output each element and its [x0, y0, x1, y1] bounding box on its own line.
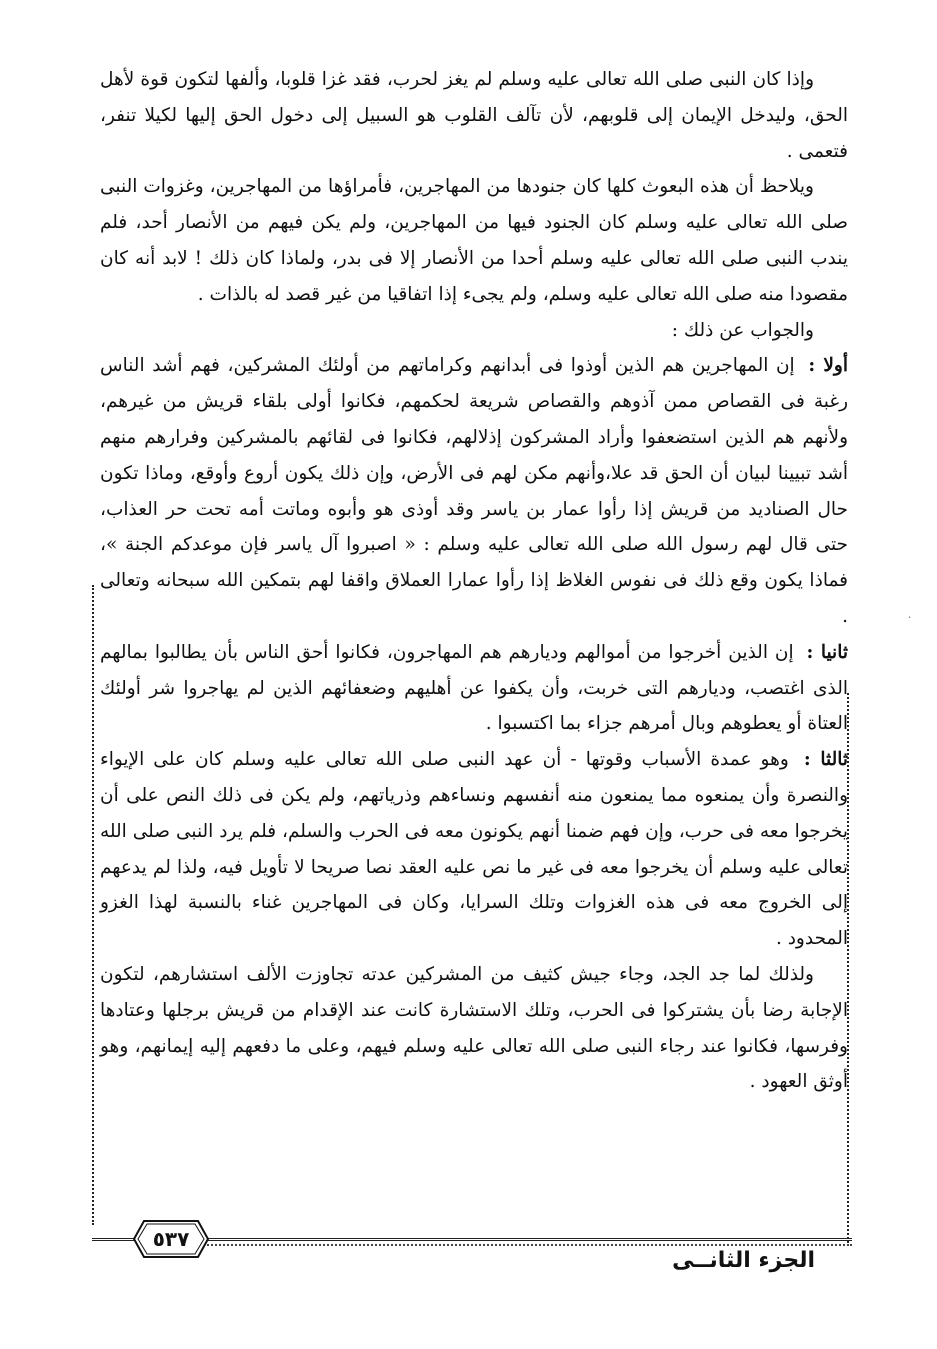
decorative-border-left [92, 585, 100, 1225]
second-reason-text: إن الذين أخرجوا من أموالهم وديارهم هم المهاجرون، فكانوا أحق الناس بأن يطالبوا بمالهم الذى اغتصب، وديارهم التى خربت، وأن يكفوا عن أهليهم وضعفائهم الذين لم يهاجروا شر أولئك العتاة أو يعطوهم وبال أمرهم جزاء بما اكتسبوا . [100, 641, 848, 735]
paragraph-3-text: والجواب عن ذلك : [671, 319, 814, 341]
paragraph-1 [100, 62, 848, 169]
second-reason-heading: ثانيا : [806, 641, 848, 663]
decorative-border-right [847, 693, 857, 1243]
decorative-border-bottom-dots [200, 1244, 852, 1246]
paragraph-3 [100, 313, 848, 349]
margin-mark: ٠ [907, 612, 913, 623]
page-number: ٥٣٧ [152, 1227, 190, 1251]
paragraph-2-text: ويلاحظ أن هذه البعوث كلها كان جنودها من المهاجرين، فأمراؤها من المهاجرين، وغزوات النبى صلى الله تعالى عليه وسلم كان الجنود فيها من المهاجرين، ولم يكن فيهم من الأنصار أحد، فلم يندب النبى صلى الله تعالى عليه وسلم أحدا من الأنصار إلا فى بدر، ولماذا كان ذلك ! لابد أنه كان مقصودا منه صلى الله تعالى عليه وسلم، ولم يجىء إذا اتفاقيا من غير قصد له بالذات . [100, 176, 848, 305]
third-reason-text: وهو عمدة الأسباب وقوتها - أن عهد النبى صلى الله تعالى عليه وسلم كان على الإيواء والنصرة وأن يمنعوه مما يمنعون منه أنفسهم ونساءهم وذرياتهم، ولم يكن فى ذلك النص على أن يخرجوا معه فى حرب، وإن فهم ضمنا أنهم يكونون معه فى الحرب والسلم، فلم يرد النبى صلى الله تعالى عليه وسلم أن يخرجوا معه فى غير ما نص عليه العقد نصا صريحا لا تأويل فيه، ولذا لم يدعهم إلى الخروج معه فى هذه الغزوات وتلك السرايا، وكان فى المهاجرين غناء بالنسبة لهذا الغزو المحدود . [100, 749, 848, 950]
paragraph-third-reason [100, 742, 848, 957]
footer-part-label: الجزء الثانــى [672, 1248, 815, 1273]
paragraph-second-reason [100, 635, 848, 742]
paragraph-first-reason [100, 348, 848, 634]
paragraph-2 [100, 169, 848, 312]
third-reason-heading: ثالثا : [803, 749, 848, 771]
page-number-badge [132, 1219, 210, 1259]
paragraph-7-text: ولذلك لما جد الجد، وجاء جيش كثيف من المشركين عدته تجاوزت الألف استشارهم، لتكون الإجابة رضا بأن يشتركوا فى الحرب، وتلك الاستشارة كانت عند الإقدام من قريش برجلها وعتادها وفرسها، فكانوا عند رجاء النبى صلى الله تعالى عليه وسلم فيهم، وعلى ما دفعهم إليه إيمانهم، وهو أوثق العهود . [100, 963, 848, 1093]
first-reason-heading: أولا : [808, 355, 848, 377]
paragraph-7 [100, 957, 848, 1100]
page-body [100, 62, 848, 1100]
paragraph-1-text: وإذا كان النبى صلى الله تعالى عليه وسلم لم يغز لحرب، فقد غزا قلوبا، وألفها لتكون قوة لأهل الحق، وليدخل الإيمان إلى قلوبهم، لأن تآلف القلوب هو السبيل إلى دخول الحق إليها لكيلا تنفر، فتعمى . [100, 69, 848, 162]
first-reason-text: إن المهاجرين هم الذين أوذوا فى أبدانهم وكراماتهم من أولئك المشركين، فهم أشد الناس رغبة فى القصاص ممن آذوهم والقصاص شريعة لحكمهم، فكانوا أولى بلقاء قريش من غيرهم، ولأنهم هم الذين استضعفوا وأراد المشركون إذلالهم، فكانوا فى لقائهم بالمشركين وفرارهم منهم أشد تبيينا لبيان أن الحق قد علا،وأنهم مكن لهم فى الأرض، وإن ذلك يكون أروع وأوقع، وماذا تكون حال الصناديد من قريش إذا رأوا عمار بن ياسر وقد أوذى هو وأبوه وماتت أمه تحت حر العذاب، حتى قال لهم رسول الله صلى الله تعالى عليه وسلم : « اصبروا آل ياسر فإن موعدكم الجنة »، فماذا يكون وقع ذلك فى نفوس الغلاظ إذا رأوا عمارا العملاق واقفا لهم بتمكين الله سبحانه وتعالى . [100, 355, 848, 627]
